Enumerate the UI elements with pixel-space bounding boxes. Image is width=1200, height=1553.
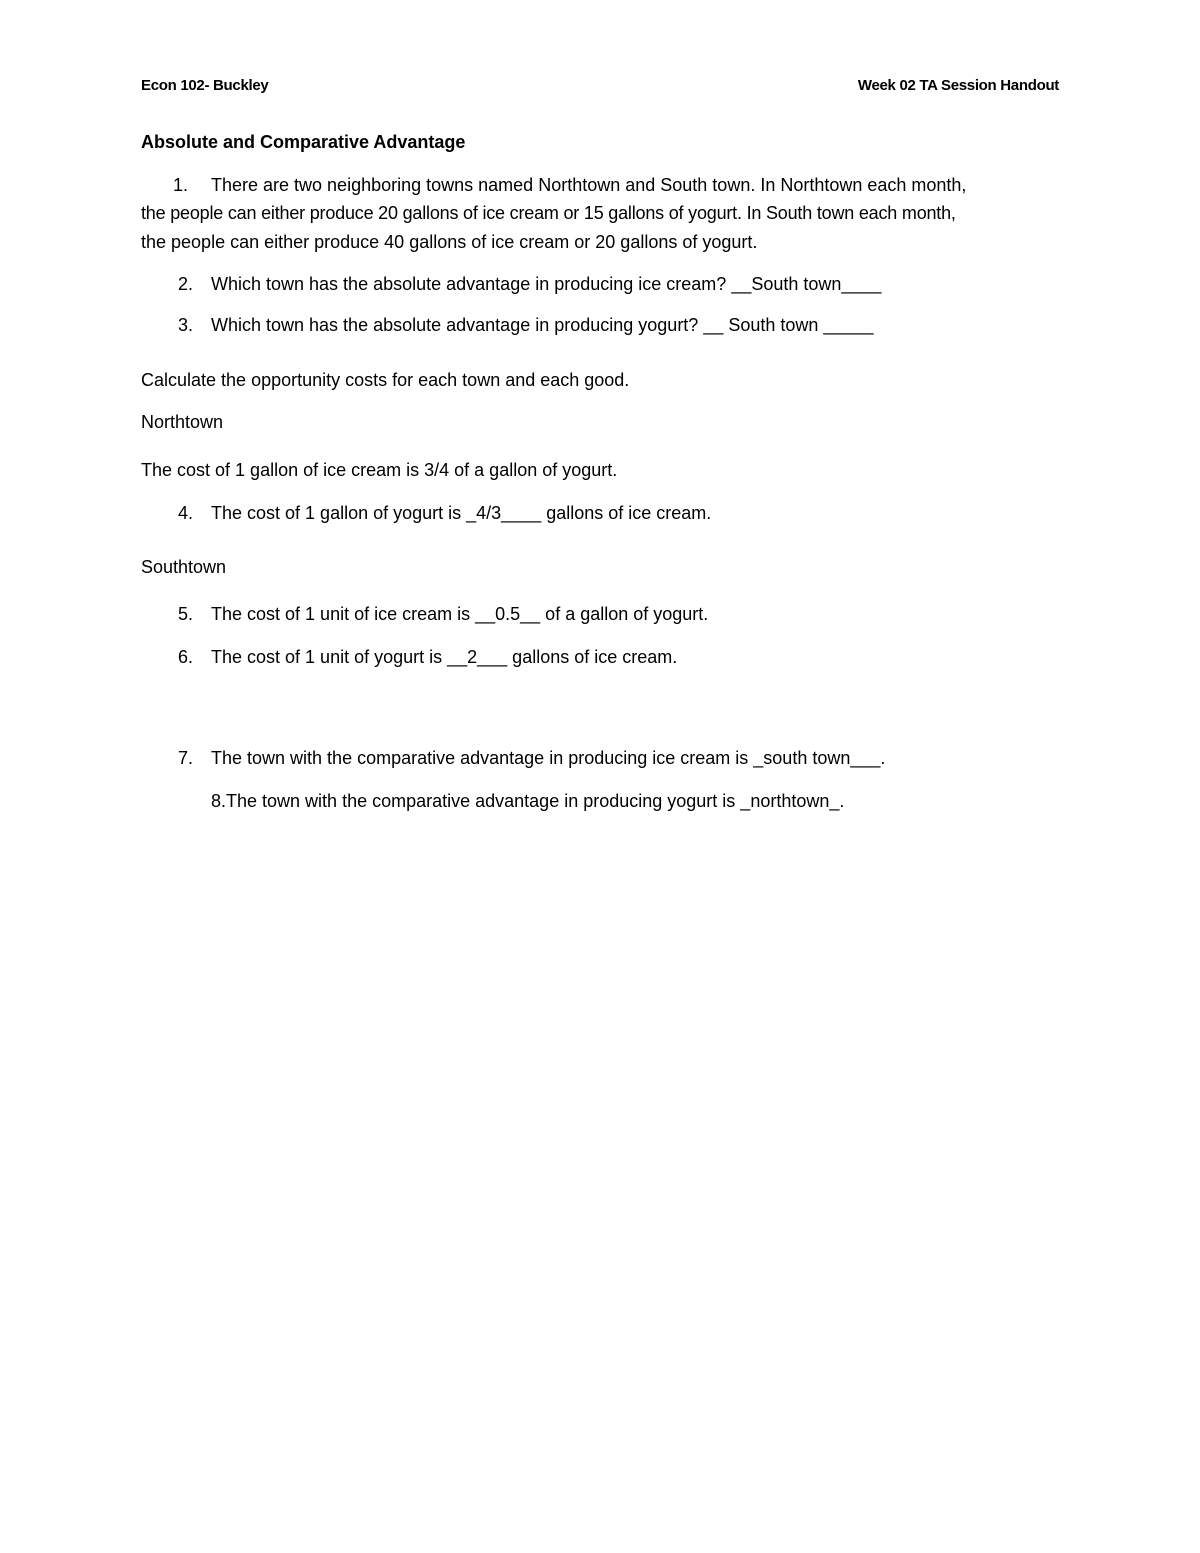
q6-text: The cost of 1 unit of yogurt is __2___ gallons of ice cream.	[211, 647, 678, 667]
instruction-text: Calculate the opportunity costs for each town and each good.	[141, 370, 630, 390]
header-left: Econ 102- Buckley	[141, 77, 269, 94]
q7-text: The town with the comparative advantage in producing ice cream is _south town___.	[211, 748, 886, 768]
q2-number: 2.	[177, 274, 193, 294]
q2-text: Which town has the absolute advantage in producing ice cream? __South town____	[211, 274, 882, 294]
q1-line-2: the people can either produce 20 gallons of ice cream or 15 gallons of yogurt. In South town each month,	[141, 203, 956, 223]
q4-number: 4.	[177, 503, 193, 523]
northtown-statement: The cost of 1 gallon of ice cream is 3/4 of a gallon of yogurt.	[141, 460, 618, 480]
q5-number: 5.	[177, 604, 193, 624]
southtown-heading: Southtown	[141, 557, 227, 577]
q1-number: 1.	[172, 175, 188, 195]
q7-number: 7.	[177, 748, 193, 768]
header-right: Week 02 TA Session Handout	[857, 77, 1059, 94]
q6-number: 6.	[177, 647, 193, 667]
q1-line-1: There are two neighboring towns named Northtown and South town. In Northtown each month,	[211, 175, 967, 195]
q5-text: The cost of 1 unit of ice cream is __0.5__ of a gallon of yogurt.	[211, 604, 709, 624]
northtown-heading: Northtown	[141, 412, 224, 432]
q3-text: Which town has the absolute advantage in producing yogurt? __ South town _____	[211, 315, 874, 335]
q8-text: 8.The town with the comparative advantage in producing yogurt is _northtown_.	[211, 791, 845, 811]
q4-text: The cost of 1 gallon of yogurt is _4/3____ gallons of ice cream.	[211, 503, 712, 523]
section-title: Absolute and Comparative Advantage	[141, 132, 466, 152]
q3-number: 3.	[177, 315, 193, 335]
q1-line-3: the people can either produce 40 gallons of ice cream or 20 gallons of yogurt.	[141, 232, 758, 252]
